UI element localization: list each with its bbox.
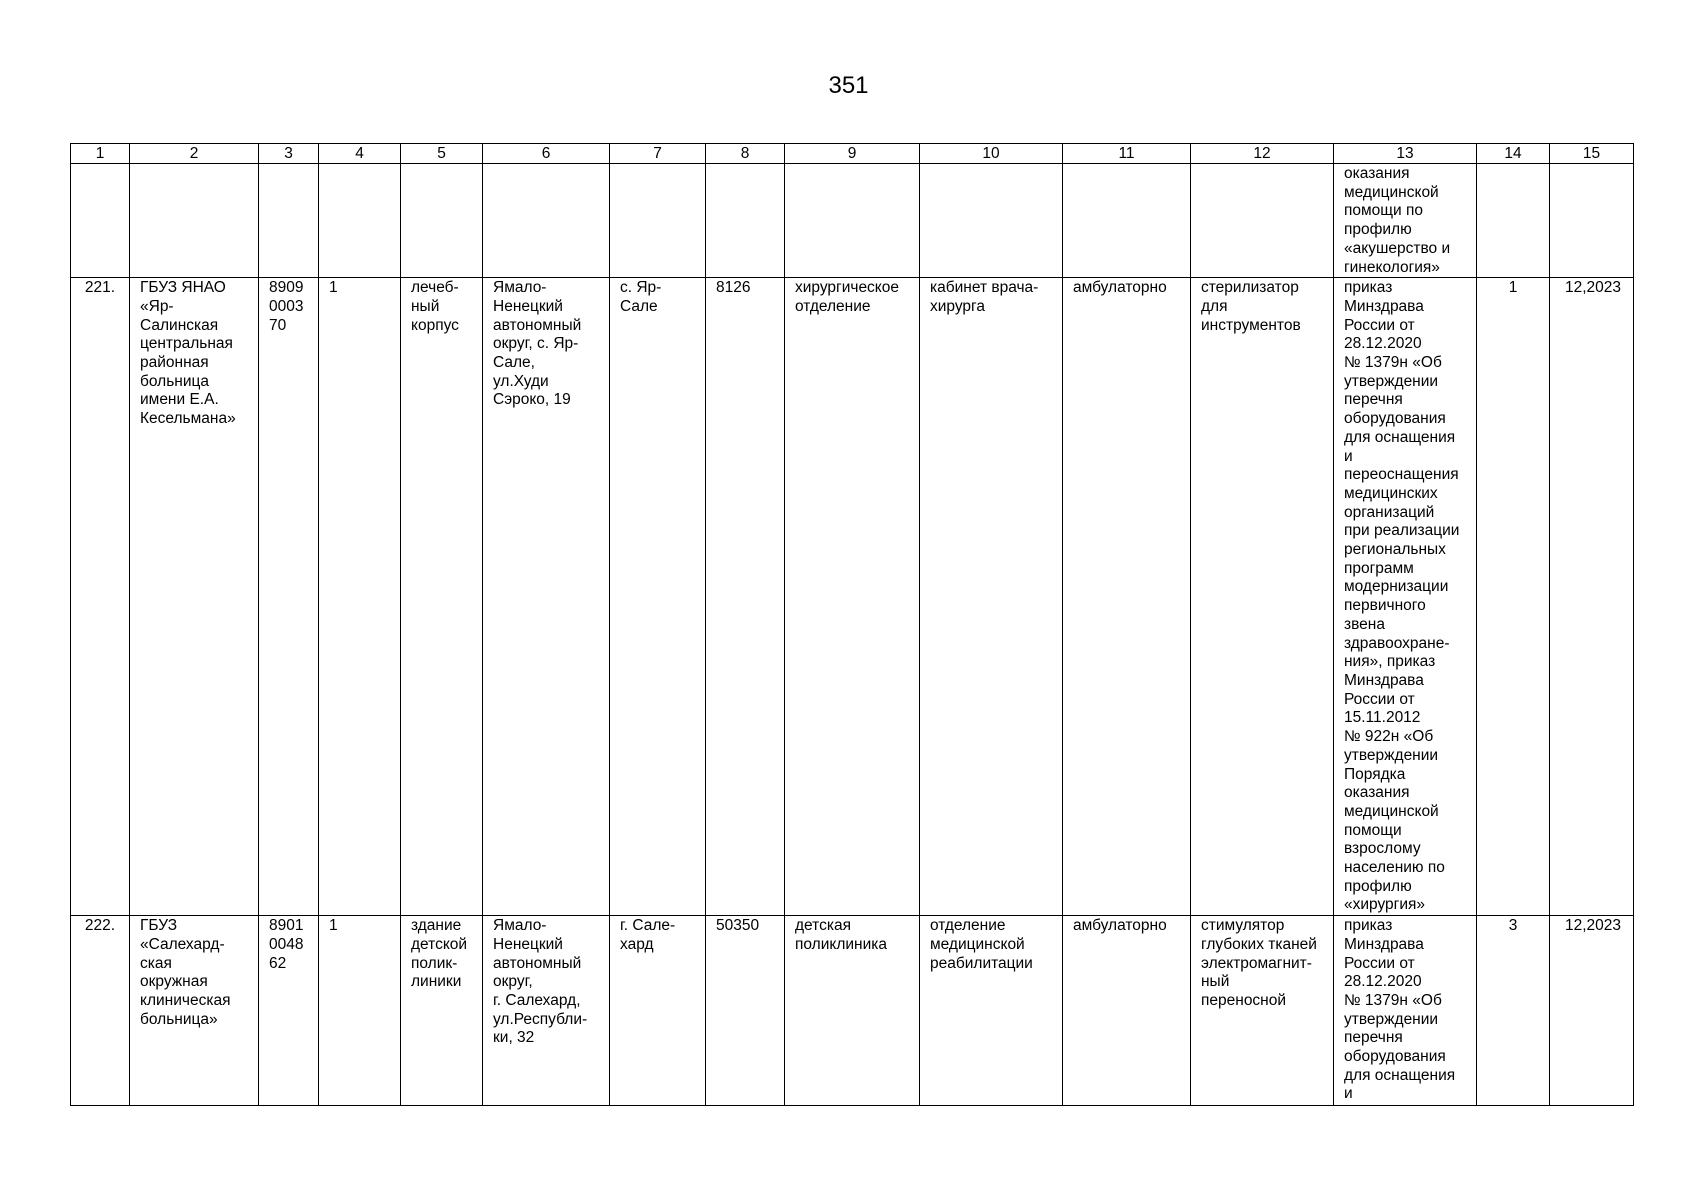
table-row [71,916,1634,1106]
address-cell: Ямало- Ненецкий автономный округ, с. Яр- Сале, ул.Худи Сэроко, 19 [483,278,610,916]
column-number: 11 [1063,144,1191,164]
room-cell: кабинет врача- хирурга [920,278,1063,916]
column-number: 7 [610,144,706,164]
column-number: 14 [1477,144,1550,164]
equipment-cell: стерилизатор для инструментов [1191,278,1334,916]
basis-cell: приказ Минздрава России от 28.12.2020 № 1379н «Об утверждении перечня оборудования для оснащения и [1334,916,1477,1106]
organization-cell: ГБУЗ ЯНАО «Яр- Салинская центральная районная больница имени Е.А. Кесельмана» [130,278,259,916]
column-number: 4 [319,144,401,164]
department-cell: хирургическое отделение [785,278,920,916]
department-cell: детская поликлиника [785,916,920,1106]
building-cell: лечеб- ный корпус [401,278,483,916]
column-number: 9 [785,144,920,164]
room-cell: отделение медицинской реабилитации [920,916,1063,1106]
row-number: 221. [71,278,130,916]
code-cell: 8901 0048 62 [259,916,319,1106]
locality-cell: с. Яр- Сале [610,278,706,916]
column-number: 8 [706,144,785,164]
building-cell: здание детской полик- линики [401,916,483,1106]
organization-cell: ГБУЗ «Салехард- ская окружная клиническая больница» [130,916,259,1106]
mode-cell: амбулаторно [1063,278,1191,916]
equipment-cell: стимулятор глубоких тканей электромагнит- ный переносной [1191,916,1334,1106]
register-table [70,143,1634,1106]
quantity-cell: 1 [1477,278,1550,916]
column-number: 10 [920,144,1063,164]
date-cell: 12,2023 [1550,278,1634,916]
count-cell: 1 [319,278,401,916]
number-cell: 8126 [706,278,785,916]
basis-cell: приказ Минздрава России от 28.12.2020 № 1379н «Об утверждении перечня оборудования для оснащения и переоснащения медицинских организаций при реализации региональных программ модернизации первичного звена здравоохране- ния», приказ Минздрава России от 15.11.2012 № 922н «Об утверждении Порядка оказания медицинской помощи взрослому населению по профилю «хирургия» [1334,278,1477,916]
locality-cell: г. Сале- хард [610,916,706,1106]
column-number: 12 [1191,144,1334,164]
code-cell: 8909 0003 70 [259,278,319,916]
column-number: 3 [259,144,319,164]
basis-cell: оказания медицинской помощи по профилю «акушерство и гинекология» [1334,164,1477,278]
quantity-cell: 3 [1477,916,1550,1106]
column-number: 5 [401,144,483,164]
address-cell: Ямало- Ненецкий автономный округ, г. Салехард, ул.Республи- ки, 32 [483,916,610,1106]
column-number: 13 [1334,144,1477,164]
date-cell: 12,2023 [1550,916,1634,1106]
column-number: 1 [71,144,130,164]
mode-cell: амбулаторно [1063,916,1191,1106]
table-row [71,278,1634,916]
column-number: 15 [1550,144,1634,164]
number-cell: 50350 [706,916,785,1106]
column-number: 2 [130,144,259,164]
column-number-row [71,144,1634,164]
continuation-row [71,164,1634,278]
row-number: 222. [71,916,130,1106]
column-number: 6 [483,144,610,164]
count-cell: 1 [319,916,401,1106]
page-number: 351 [828,72,869,99]
